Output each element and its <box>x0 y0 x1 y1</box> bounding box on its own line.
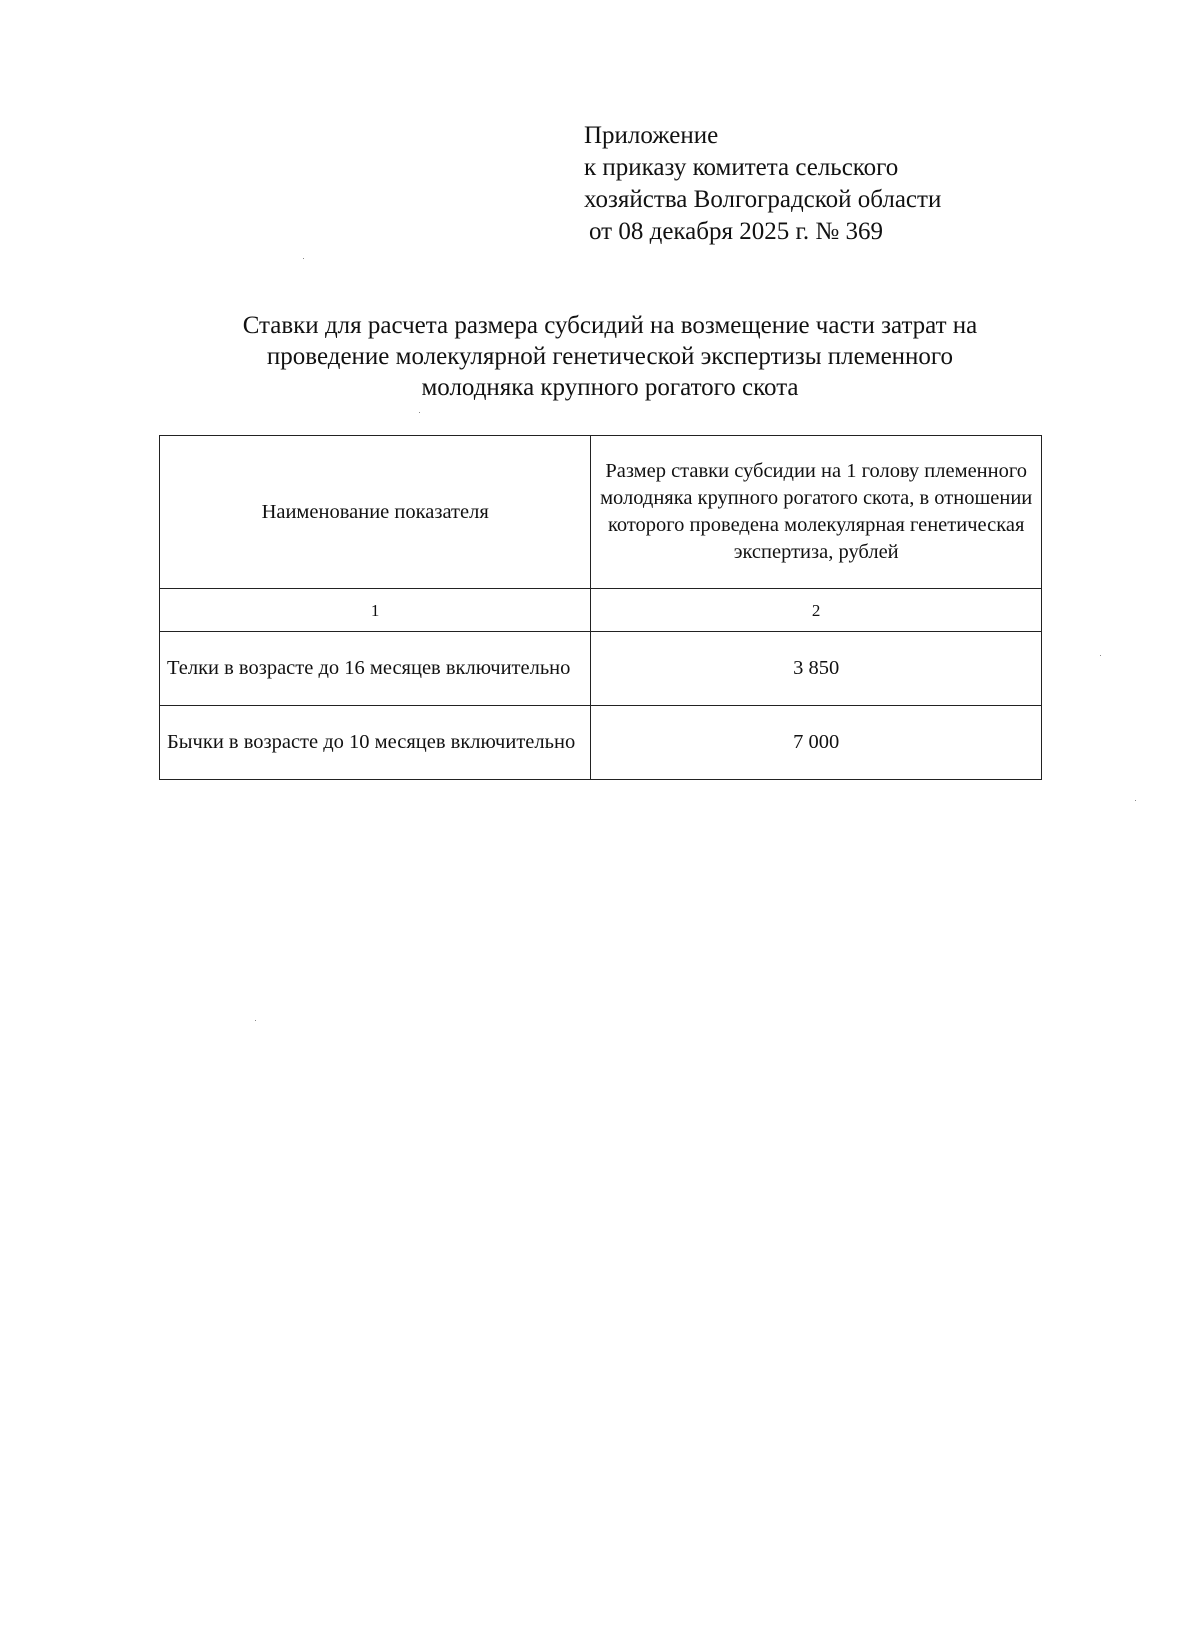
title-line: проведение молекулярной генетической экспертизы племенного <box>266 343 954 370</box>
table-row <box>160 632 1042 706</box>
header-rate-size: Размер ставки субсидии на 1 голову племенного молодняка крупного рогатого скота, в отношении которого проведена молекулярная генетическая экспертиза, рублей <box>591 436 1042 589</box>
title-line: молодняка крупного рогатого скота <box>421 374 799 401</box>
header-indicator-name: Наименование показателя <box>160 436 591 589</box>
row-rate-value: 7 000 <box>591 706 1042 780</box>
title-line: Ставки для расчета размера субсидий на возмещение части затрат на <box>242 312 978 339</box>
scan-speck <box>419 412 420 413</box>
row-indicator-name: Бычки в возрасте до 10 месяцев включительно <box>160 706 591 780</box>
appendix-authority: хозяйства Волгоградской области <box>584 186 942 213</box>
row-rate-value: 3 850 <box>591 632 1042 706</box>
appendix-date-number: от 08 декабря 2025 г. № 369 <box>589 218 884 245</box>
rates-table <box>159 435 1042 780</box>
appendix-label: Приложение <box>584 122 719 149</box>
table-header-row <box>160 436 1042 589</box>
scan-speck <box>1135 800 1136 801</box>
document-title <box>150 310 1070 403</box>
column-number-row <box>160 589 1042 632</box>
scan-speck <box>255 1020 256 1021</box>
scan-speck <box>303 258 304 259</box>
column-number: 2 <box>591 589 1042 632</box>
column-number: 1 <box>160 589 591 632</box>
appendix-order-ref: к приказу комитета сельского <box>584 154 899 181</box>
table-row <box>160 706 1042 780</box>
row-indicator-name: Телки в возрасте до 16 месяцев включительно <box>160 632 591 706</box>
scan-speck <box>1100 655 1101 656</box>
appendix-block <box>584 120 941 248</box>
